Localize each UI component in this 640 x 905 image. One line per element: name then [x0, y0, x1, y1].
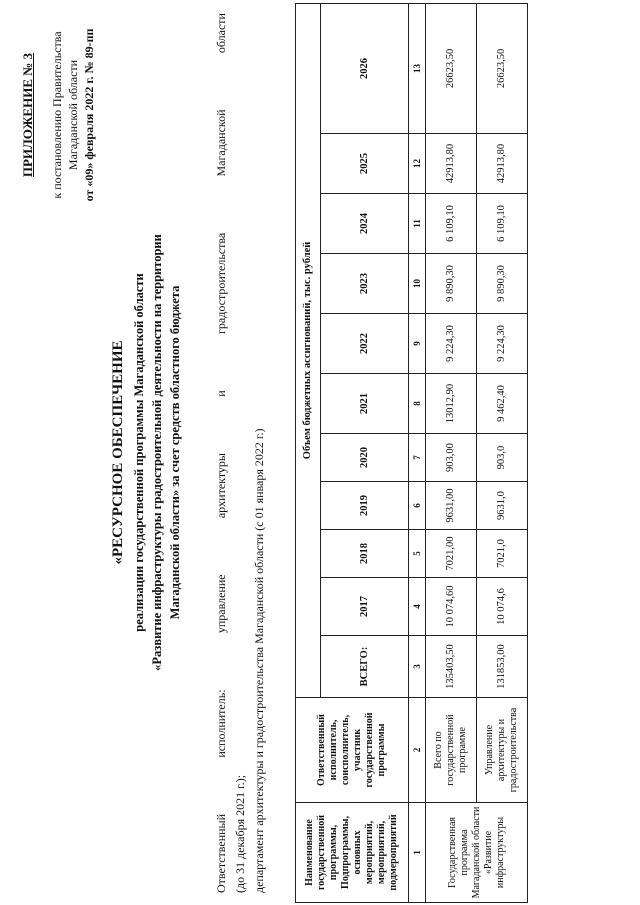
value-cell: 7021,00: [426, 530, 477, 578]
year-header: ВСЕГО:: [321, 636, 409, 698]
funding-header: Объем бюджетных ассигнований, тыс. рублей: [296, 3, 321, 697]
column-number: 7: [409, 434, 426, 482]
program-name-cell: Государственная программа Магаданской области «Развитие инфраструктуры: [426, 803, 528, 903]
executor-cell: Управление архитектуры и градостроительства: [477, 698, 528, 803]
col-executor-header: Ответственный исполнитель, соисполнитель, участник государственной программы: [296, 698, 409, 803]
appendix-line-1: к постановлению Правительства: [50, 31, 64, 199]
value-cell: 13012,90: [426, 374, 477, 434]
value-cell: 135403,50: [426, 636, 477, 698]
executor-line-3: департамент архитектуры и градостроительства Магаданской области (с 01 января 2022 г.): [252, 428, 266, 893]
executor-word: и: [214, 390, 228, 397]
year-header: 2021: [321, 374, 409, 434]
year-header: 2024: [321, 194, 409, 254]
document-title: «РЕСУРСНОЕ ОБЕСПЕЧЕНИЕ: [110, 340, 126, 565]
executor-word: исполнитель:: [214, 689, 228, 758]
year-header: 2025: [321, 134, 409, 194]
value-cell: 9 224,30: [426, 314, 477, 374]
table-row: [477, 3, 528, 902]
year-header: 2018: [321, 530, 409, 578]
column-number: 2: [409, 698, 426, 803]
executor-word: области: [214, 13, 228, 54]
value-cell: 9631,0: [477, 482, 528, 530]
value-cell: 7021,0: [477, 530, 528, 578]
value-cell: 903,0: [477, 434, 528, 482]
column-number-row: [409, 3, 426, 902]
executor-word: управление: [214, 574, 228, 634]
value-cell: 10 074,6: [477, 578, 528, 636]
column-number: 8: [409, 374, 426, 434]
column-number: 3: [409, 636, 426, 698]
appendix-title: ПРИЛОЖЕНИЕ № 3: [20, 52, 35, 178]
column-number: 9: [409, 314, 426, 374]
executor-word: Магаданской: [214, 109, 228, 177]
table-header-row: [296, 3, 321, 902]
column-number: 4: [409, 578, 426, 636]
document-subtitle-2: «Развитие инфраструктуры градостроительной деятельности на территории: [150, 234, 164, 671]
value-cell: 131853,00: [477, 636, 528, 698]
value-cell: 42913,80: [477, 134, 528, 194]
appendix-line-3: от «09» февраля 2022 г. № 89-пп: [82, 28, 96, 202]
value-cell: 26623,50: [426, 3, 477, 133]
col-name-header: Наименование государственной программы, Подпрограммы, основных мероприятий, мероприятий, подмероприятий: [296, 803, 409, 903]
executor-line-2: (до 31 декабря 2021 г.);: [233, 774, 247, 893]
year-header: 2022: [321, 314, 409, 374]
value-cell: 10 074,60: [426, 578, 477, 636]
table-row: [426, 3, 477, 902]
value-cell: 9 462,40: [477, 374, 528, 434]
value-cell: 9 890,30: [426, 254, 477, 314]
value-cell: 26623,50: [477, 3, 528, 133]
column-number: 11: [409, 194, 426, 254]
year-header: 2023: [321, 254, 409, 314]
column-number: 5: [409, 530, 426, 578]
executor-word: архитектуры: [214, 453, 228, 519]
column-number: 13: [409, 3, 426, 133]
document-subtitle-1: реализации государственной программы Магаданской области: [132, 273, 146, 632]
value-cell: 42913,80: [426, 134, 477, 194]
executor-word: Ответственный: [214, 813, 228, 893]
value-cell: 9 224,30: [477, 314, 528, 374]
value-cell: 9 890,30: [477, 254, 528, 314]
appendix-line-2: Магаданской области: [66, 59, 80, 171]
value-cell: 9631,00: [426, 482, 477, 530]
value-cell: 6 109,10: [477, 194, 528, 254]
document-subtitle-3: Магаданской области» за счет средств областного бюджета: [168, 285, 182, 620]
column-number: 12: [409, 134, 426, 194]
year-header: 2020: [321, 434, 409, 482]
column-number: 1: [409, 803, 426, 903]
year-header: 2017: [321, 578, 409, 636]
year-header: 2026: [321, 3, 409, 133]
column-number: 10: [409, 254, 426, 314]
executor-line-1: [214, 13, 229, 893]
resource-table: [295, 3, 528, 903]
value-cell: 903,00: [426, 434, 477, 482]
executor-cell: Всего по государственной программе: [426, 698, 477, 803]
year-header: 2019: [321, 482, 409, 530]
executor-word: градостроительства: [214, 232, 228, 335]
column-number: 6: [409, 482, 426, 530]
value-cell: 6 109,10: [426, 194, 477, 254]
